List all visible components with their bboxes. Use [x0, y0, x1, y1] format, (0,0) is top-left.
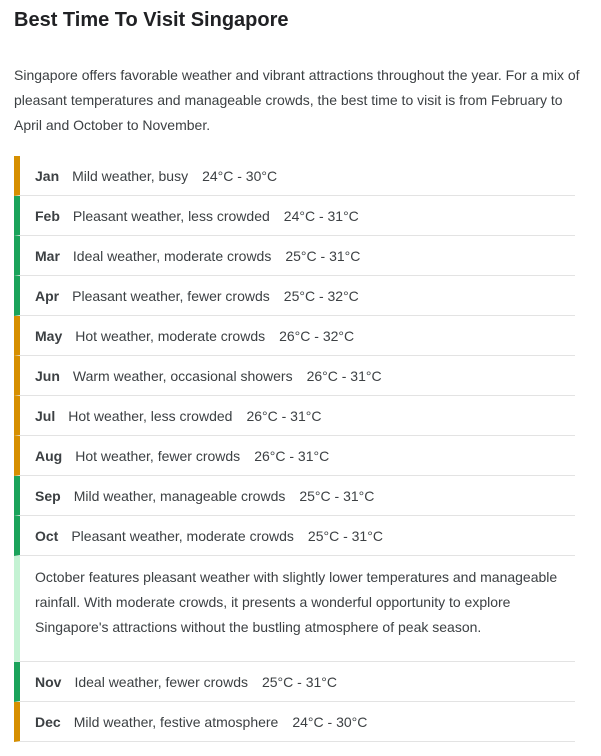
month-label: Oct — [35, 527, 59, 544]
month-description: Mild weather, festive atmosphere — [73, 713, 279, 730]
month-row-jan[interactable] — [14, 156, 575, 196]
month-temperature: 25°C - 31°C — [299, 487, 375, 504]
month-label: Apr — [35, 287, 60, 304]
month-row-apr[interactable] — [14, 276, 575, 316]
month-label: Nov — [35, 673, 62, 690]
month-temperature: 25°C - 31°C — [261, 673, 337, 690]
month-label: Mar — [35, 247, 60, 264]
month-temperature: 24°C - 31°C — [283, 207, 359, 224]
month-label: Jun — [35, 367, 60, 384]
month-label: Jul — [35, 407, 56, 424]
month-description: Ideal weather, fewer crowds — [74, 673, 248, 690]
month-label: Feb — [35, 207, 60, 224]
month-list — [14, 156, 575, 742]
month-description: Pleasant weather, fewer crowds — [72, 287, 270, 304]
month-temperature: 26°C - 31°C — [254, 447, 330, 464]
month-description: Hot weather, moderate crowds — [75, 327, 266, 344]
month-row-may[interactable] — [14, 316, 575, 356]
month-row-jun[interactable] — [14, 356, 575, 396]
month-label: Aug — [35, 447, 63, 464]
month-row-oct[interactable] — [14, 516, 575, 556]
month-row-sep[interactable] — [14, 476, 575, 516]
month-label: Jan — [35, 167, 60, 184]
month-row-jul[interactable] — [14, 396, 575, 436]
month-description: Warm weather, occasional showers — [72, 367, 293, 384]
intro-text: Singapore offers favorable weather and vibrant attractions throughout the year. For a mix of pleasant temperatures and manageable crowds, the best time to visit is from February to April and October to November. — [14, 67, 580, 133]
month-description: Hot weather, less crowded — [68, 407, 233, 424]
month-label: Sep — [35, 487, 61, 504]
month-temperature: 25°C - 31°C — [285, 247, 361, 264]
month-description: Mild weather, manageable crowds — [73, 487, 286, 504]
month-description: Ideal weather, moderate crowds — [72, 247, 272, 264]
month-temperature: 26°C - 31°C — [306, 367, 382, 384]
month-temperature: 24°C - 30°C — [292, 713, 368, 730]
month-temperature: 26°C - 31°C — [246, 407, 322, 424]
month-temperature: 25°C - 32°C — [283, 287, 359, 304]
month-temperature: 26°C - 32°C — [279, 327, 355, 344]
month-detail-panel: October features pleasant weather with slightly lower temperatures and manageable rainfall. With moderate crowds, it presents a wonderful opportunity to explore Singapore's attractions without the bustling atmosphere of peak season. — [14, 556, 575, 662]
month-row-dec[interactable] — [14, 702, 575, 742]
month-label: May — [35, 327, 63, 344]
page-title: Best Time To Visit Singapore — [14, 9, 289, 31]
month-description: Hot weather, fewer crowds — [75, 447, 241, 464]
month-temperature: 25°C - 31°C — [307, 527, 383, 544]
month-row-aug[interactable] — [14, 436, 575, 476]
month-row-mar[interactable] — [14, 236, 575, 276]
month-description: Pleasant weather, moderate crowds — [71, 527, 294, 544]
month-description: Mild weather, busy — [72, 167, 189, 184]
month-row-nov[interactable] — [14, 662, 575, 702]
month-temperature: 24°C - 30°C — [202, 167, 278, 184]
month-row-feb[interactable] — [14, 196, 575, 236]
month-label: Dec — [35, 713, 61, 730]
month-description: Pleasant weather, less crowded — [72, 207, 270, 224]
